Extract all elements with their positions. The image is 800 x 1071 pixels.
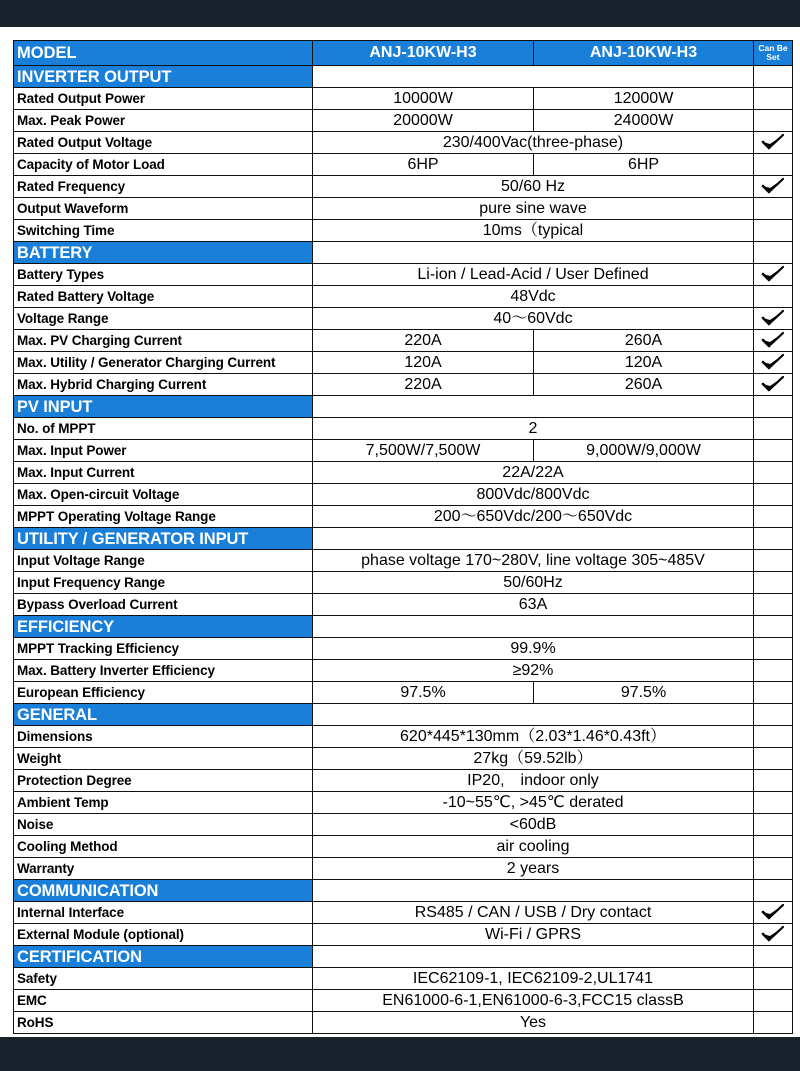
section-spacer <box>313 880 754 902</box>
can-be-set-cell <box>754 506 793 528</box>
can-be-set-cell <box>754 770 793 792</box>
checkmark-icon <box>761 265 785 283</box>
can-be-set-cell <box>754 198 793 220</box>
can-be-set-cell <box>754 836 793 858</box>
model-header: MODEL <box>14 41 313 66</box>
spec-label: MPPT Tracking Efficiency <box>14 638 313 660</box>
spec-value-model-a: 6HP <box>313 154 534 176</box>
can-be-set-cell <box>754 550 793 572</box>
spec-row <box>14 968 793 990</box>
section-title: GENERAL <box>14 704 313 726</box>
spec-value-model-b: 6HP <box>534 154 754 176</box>
section-set-cell <box>754 880 793 902</box>
spec-value-model-a: 20000W <box>313 110 534 132</box>
spec-row <box>14 440 793 462</box>
can-be-set-cell <box>754 792 793 814</box>
can-be-set-cell <box>754 352 793 374</box>
can-be-set-cell <box>754 968 793 990</box>
can-be-set-cell <box>754 484 793 506</box>
spec-row <box>14 330 793 352</box>
spec-label: Warranty <box>14 858 313 880</box>
checkmark-icon <box>761 375 785 393</box>
can-be-set-cell <box>754 462 793 484</box>
section-title: PV INPUT <box>14 396 313 418</box>
can-be-set-cell <box>754 154 793 176</box>
spec-table <box>13 40 793 1034</box>
spec-row <box>14 858 793 880</box>
spec-value: 800Vdc/800Vdc <box>313 484 754 506</box>
spec-row <box>14 572 793 594</box>
can-be-set-cell <box>754 924 793 946</box>
spec-label: Voltage Range <box>14 308 313 330</box>
section-title: UTILITY / GENERATOR INPUT <box>14 528 313 550</box>
spec-label: No. of MPPT <box>14 418 313 440</box>
spec-label: Input Frequency Range <box>14 572 313 594</box>
spec-row <box>14 264 793 286</box>
model-a-header: ANJ-10KW-H3 <box>313 41 534 66</box>
spec-label: External Module (optional) <box>14 924 313 946</box>
spec-value-model-a: 7,500W/7,500W <box>313 440 534 462</box>
section-title: CERTIFICATION <box>14 946 313 968</box>
spec-value: 40～60Vdc <box>313 308 754 330</box>
spec-row <box>14 154 793 176</box>
section-title: INVERTER OUTPUT <box>14 66 313 88</box>
spec-value: pure sine wave <box>313 198 754 220</box>
can-be-set-cell <box>754 858 793 880</box>
section-set-cell <box>754 66 793 88</box>
spec-value-model-a: 220A <box>313 330 534 352</box>
spec-value: IEC62109-1, IEC62109-2,UL1741 <box>313 968 754 990</box>
spec-label: Cooling Method <box>14 836 313 858</box>
spec-row <box>14 990 793 1012</box>
spec-value: 50/60Hz <box>313 572 754 594</box>
spec-row <box>14 110 793 132</box>
spec-value: ≥92% <box>313 660 754 682</box>
spec-label: Capacity of Motor Load <box>14 154 313 176</box>
can-be-set-cell <box>754 308 793 330</box>
spec-row <box>14 198 793 220</box>
model-b-header: ANJ-10KW-H3 <box>534 41 754 66</box>
can-be-set-cell <box>754 682 793 704</box>
can-be-set-cell <box>754 220 793 242</box>
spec-value-model-a: 97.5% <box>313 682 534 704</box>
spec-value-model-b: 12000W <box>534 88 754 110</box>
spec-label: Max. Peak Power <box>14 110 313 132</box>
checkmark-icon <box>761 903 785 921</box>
section-header <box>14 396 793 418</box>
spec-value: 2 years <box>313 858 754 880</box>
spec-label: Rated Battery Voltage <box>14 286 313 308</box>
header-row <box>14 41 793 66</box>
spec-row <box>14 814 793 836</box>
top-bar <box>0 0 800 27</box>
spec-row <box>14 462 793 484</box>
checkmark-icon <box>761 925 785 943</box>
spec-row <box>14 352 793 374</box>
spec-value: 2 <box>313 418 754 440</box>
spec-label: EMC <box>14 990 313 1012</box>
section-spacer <box>313 396 754 418</box>
section-header <box>14 66 793 88</box>
spec-row <box>14 924 793 946</box>
spec-label: Switching Time <box>14 220 313 242</box>
can-be-set-cell <box>754 264 793 286</box>
section-set-cell <box>754 704 793 726</box>
spec-row <box>14 748 793 770</box>
spec-value: 620*445*130mm（2.03*1.46*0.43ft） <box>313 726 754 748</box>
spec-row <box>14 770 793 792</box>
spec-label: Output Waveform <box>14 198 313 220</box>
spec-row <box>14 660 793 682</box>
section-set-cell <box>754 616 793 638</box>
spec-label: Dimensions <box>14 726 313 748</box>
spec-label: Rated Output Voltage <box>14 132 313 154</box>
spec-value: 22A/22A <box>313 462 754 484</box>
spec-row <box>14 506 793 528</box>
spec-value: IP20, indoor only <box>313 770 754 792</box>
spec-label: Max. Battery Inverter Efficiency <box>14 660 313 682</box>
spec-row <box>14 638 793 660</box>
section-header <box>14 880 793 902</box>
can-be-set-cell <box>754 638 793 660</box>
section-header <box>14 616 793 638</box>
can-be-set-cell <box>754 330 793 352</box>
spec-row <box>14 418 793 440</box>
spec-row <box>14 308 793 330</box>
section-spacer <box>313 616 754 638</box>
section-spacer <box>313 704 754 726</box>
can-be-set-cell <box>754 374 793 396</box>
section-header <box>14 528 793 550</box>
spec-value: Yes <box>313 1012 754 1034</box>
section-set-cell <box>754 528 793 550</box>
spec-label: Max. Hybrid Charging Current <box>14 374 313 396</box>
checkmark-icon <box>761 353 785 371</box>
section-spacer <box>313 242 754 264</box>
can-be-set-header: Can Be Set <box>754 41 793 66</box>
spec-label: Rated Output Power <box>14 88 313 110</box>
spec-row <box>14 176 793 198</box>
spec-value-model-b: 97.5% <box>534 682 754 704</box>
spec-label: Safety <box>14 968 313 990</box>
checkmark-icon <box>761 133 785 151</box>
section-title: BATTERY <box>14 242 313 264</box>
spec-label: Max. Input Power <box>14 440 313 462</box>
section-header <box>14 946 793 968</box>
section-spacer <box>313 66 754 88</box>
spec-value-model-a: 120A <box>313 352 534 374</box>
spec-value: 200～650Vdc/200～650Vdc <box>313 506 754 528</box>
spec-value: 10ms（typical <box>313 220 754 242</box>
section-set-cell <box>754 242 793 264</box>
section-title: COMMUNICATION <box>14 880 313 902</box>
can-be-set-cell <box>754 726 793 748</box>
spec-row <box>14 1012 793 1034</box>
spec-label: Max. PV Charging Current <box>14 330 313 352</box>
spec-value-model-b: 24000W <box>534 110 754 132</box>
can-be-set-cell <box>754 572 793 594</box>
spec-value: EN61000-6-1,EN61000-6-3,FCC15 classB <box>313 990 754 1012</box>
spec-row <box>14 902 793 924</box>
spec-row <box>14 682 793 704</box>
spec-label: Noise <box>14 814 313 836</box>
spec-row <box>14 792 793 814</box>
section-header <box>14 704 793 726</box>
spec-label: Battery Types <box>14 264 313 286</box>
spec-label: Protection Degree <box>14 770 313 792</box>
can-be-set-cell <box>754 990 793 1012</box>
spec-value-model-b: 9,000W/9,000W <box>534 440 754 462</box>
spec-label: MPPT Operating Voltage Range <box>14 506 313 528</box>
spec-value: <60dB <box>313 814 754 836</box>
spec-value: 63A <box>313 594 754 616</box>
spec-label: RoHS <box>14 1012 313 1034</box>
spec-value: air cooling <box>313 836 754 858</box>
can-be-set-cell <box>754 418 793 440</box>
spec-value: phase voltage 170~280V, line voltage 305~485V <box>313 550 754 572</box>
spec-row <box>14 374 793 396</box>
spec-value: 48Vdc <box>313 286 754 308</box>
can-be-set-cell <box>754 88 793 110</box>
spec-label: Max. Utility / Generator Charging Current <box>14 352 313 374</box>
section-title: EFFICIENCY <box>14 616 313 638</box>
can-be-set-cell <box>754 286 793 308</box>
spec-row <box>14 88 793 110</box>
spec-value: 99.9% <box>313 638 754 660</box>
spec-row <box>14 484 793 506</box>
can-be-set-cell <box>754 594 793 616</box>
checkmark-icon <box>761 177 785 195</box>
section-header <box>14 242 793 264</box>
spec-row <box>14 726 793 748</box>
spec-label: Max. Open-circuit Voltage <box>14 484 313 506</box>
spec-label: Bypass Overload Current <box>14 594 313 616</box>
spec-row <box>14 132 793 154</box>
spec-row <box>14 220 793 242</box>
spec-value: -10~55℃, >45℃ derated <box>313 792 754 814</box>
spec-row <box>14 286 793 308</box>
spec-value: RS485 / CAN / USB / Dry contact <box>313 902 754 924</box>
spec-value: Li-ion / Lead-Acid / User Defined <box>313 264 754 286</box>
can-be-set-cell <box>754 660 793 682</box>
spec-row <box>14 594 793 616</box>
spec-label: Input Voltage Range <box>14 550 313 572</box>
spec-value: 27kg（59.52lb） <box>313 748 754 770</box>
spec-row <box>14 836 793 858</box>
can-be-set-cell <box>754 176 793 198</box>
spec-row <box>14 550 793 572</box>
can-be-set-cell <box>754 814 793 836</box>
spec-label: Ambient Temp <box>14 792 313 814</box>
can-be-set-cell <box>754 1012 793 1034</box>
spec-label: European Efficiency <box>14 682 313 704</box>
bottom-bar <box>0 1037 800 1071</box>
section-set-cell <box>754 946 793 968</box>
spec-value: 230/400Vac(three-phase) <box>313 132 754 154</box>
spec-value-model-b: 120A <box>534 352 754 374</box>
spec-label: Internal Interface <box>14 902 313 924</box>
spec-label: Rated Frequency <box>14 176 313 198</box>
spec-label: Weight <box>14 748 313 770</box>
checkmark-icon <box>761 331 785 349</box>
spec-label: Max. Input Current <box>14 462 313 484</box>
section-spacer <box>313 946 754 968</box>
checkmark-icon <box>761 309 785 327</box>
can-be-set-cell <box>754 440 793 462</box>
spec-value: 50/60 Hz <box>313 176 754 198</box>
spec-value-model-a: 220A <box>313 374 534 396</box>
spec-value-model-b: 260A <box>534 374 754 396</box>
section-spacer <box>313 528 754 550</box>
can-be-set-cell <box>754 748 793 770</box>
spec-value: Wi-Fi / GPRS <box>313 924 754 946</box>
section-set-cell <box>754 396 793 418</box>
spec-value-model-b: 260A <box>534 330 754 352</box>
spec-value-model-a: 10000W <box>313 88 534 110</box>
can-be-set-cell <box>754 132 793 154</box>
can-be-set-cell <box>754 902 793 924</box>
can-be-set-cell <box>754 110 793 132</box>
